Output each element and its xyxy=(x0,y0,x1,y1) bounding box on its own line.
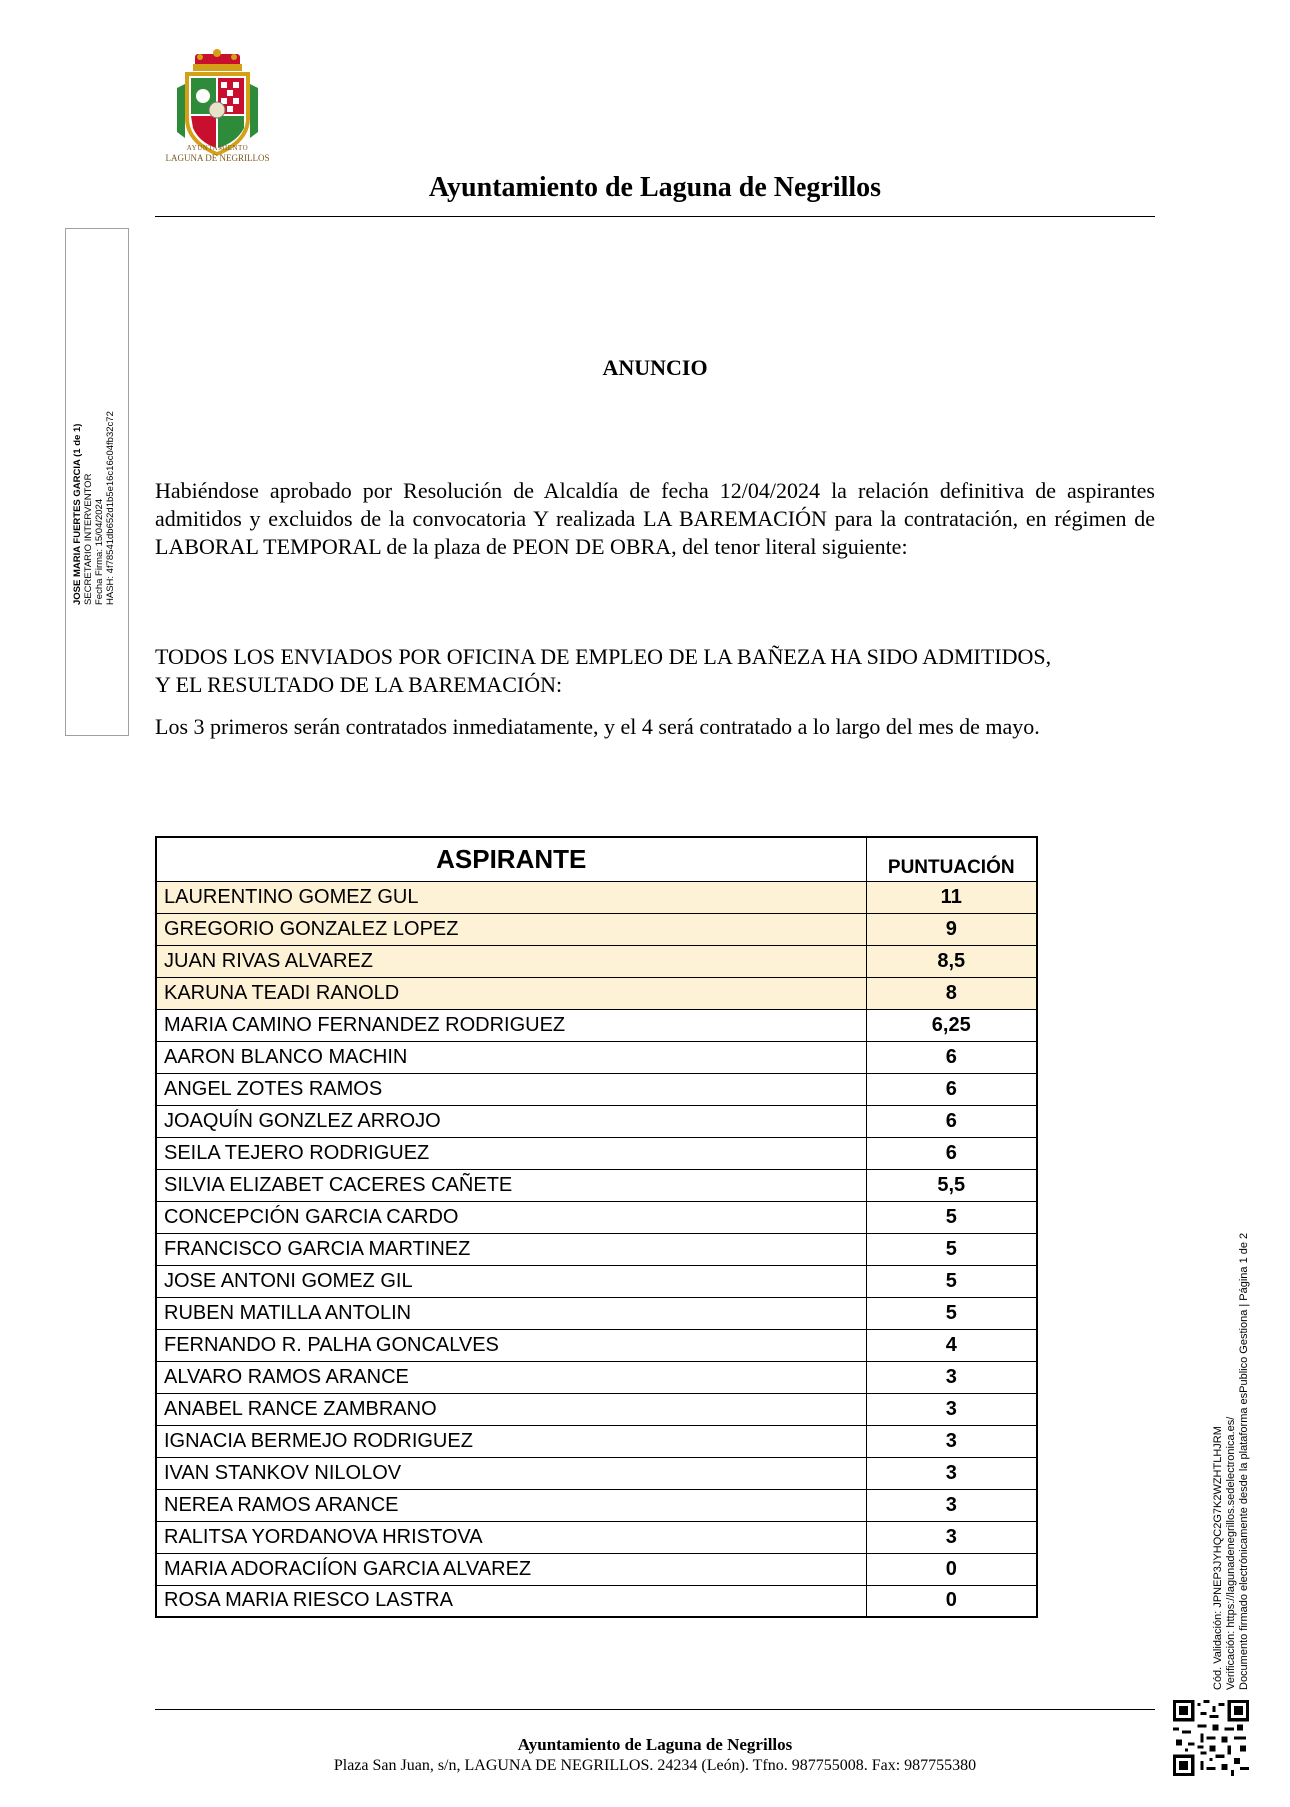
aspirante-score: 5 xyxy=(866,1297,1037,1329)
table-row xyxy=(156,1553,1037,1585)
aspirante-name: RALITSA YORDANOVA HRISTOVA xyxy=(156,1521,866,1553)
aspirante-name: RUBEN MATILLA ANTOLIN xyxy=(156,1297,866,1329)
aspirante-name: IGNACIA BERMEJO RODRIGUEZ xyxy=(156,1425,866,1457)
aspirante-score: 8,5 xyxy=(866,945,1037,977)
admission-line-1: TODOS LOS ENVIADOS POR OFICINA DE EMPLEO DE LA BAÑEZA HA SIDO ADMITIDOS, xyxy=(155,644,1052,669)
aspirante-score: 6 xyxy=(866,1105,1037,1137)
signer-role: SECRETARIO INTERVENTOR xyxy=(83,473,94,605)
aspirante-name: MARIA ADORACIÍON GARCIA ALVAREZ xyxy=(156,1553,866,1585)
logo-text-municipality: LAGUNA DE NEGRILLOS xyxy=(165,153,270,163)
aspirante-name: CONCEPCIÓN GARCIA CARDO xyxy=(156,1201,866,1233)
table-row xyxy=(156,1073,1037,1105)
aspirante-name: SILVIA ELIZABET CACERES CAÑETE xyxy=(156,1169,866,1201)
aspirante-score: 0 xyxy=(866,1585,1037,1617)
verification-url: Verificación: https://lagunadenegrillos.sedelectronica.es/ xyxy=(1225,1416,1237,1690)
header-divider xyxy=(155,216,1155,217)
table-row xyxy=(156,1585,1037,1617)
table-row xyxy=(156,1393,1037,1425)
aspirante-score: 0 xyxy=(866,1553,1037,1585)
table-row xyxy=(156,945,1037,977)
results-table xyxy=(155,836,1038,1618)
table-row xyxy=(156,1041,1037,1073)
table-row xyxy=(156,1489,1037,1521)
table-row xyxy=(156,1521,1037,1553)
table-row xyxy=(156,881,1037,913)
table-row xyxy=(156,1361,1037,1393)
table-row xyxy=(156,1297,1037,1329)
admission-paragraph xyxy=(155,643,1155,699)
table-header-row xyxy=(156,837,1037,881)
signature-hash: HASH: 4f78541db652d1b5e16c16c04fb32c72 xyxy=(105,411,116,605)
signature-box xyxy=(65,228,129,736)
intro-paragraph: Habiéndose aprobado por Resolución de Alcaldía de fecha 12/04/2024 la relación definitiva de aspirantes admitidos y excluidos de la convocatoria Y realizada LA BAREMACIÓN para la contratación, en régimen de LABORAL TEMPORAL de la plaza de PEON DE OBRA, del tenor literal siguiente: xyxy=(155,478,1155,559)
aspirante-name: FERNANDO R. PALHA GONCALVES xyxy=(156,1329,866,1361)
document-heading: ANUNCIO xyxy=(602,355,708,380)
signature-date: Fecha Firma: 15/04/2024 xyxy=(94,498,105,605)
table-row xyxy=(156,1009,1037,1041)
logo-text-ayuntamiento: AYUNTAMIENTO xyxy=(186,144,249,152)
aspirante-name: KARUNA TEADI RANOLD xyxy=(156,977,866,1009)
aspirante-score: 3 xyxy=(866,1361,1037,1393)
aspirante-name: SEILA TEJERO RODRIGUEZ xyxy=(156,1137,866,1169)
footer-title: Ayuntamiento de Laguna de Negrillos xyxy=(517,1735,793,1754)
table-row xyxy=(156,1425,1037,1457)
column-header-puntuacion: PUNTUACIÓN xyxy=(866,837,1037,881)
page-title: Ayuntamiento de Laguna de Negrillos xyxy=(428,172,882,203)
aspirante-name: NEREA RAMOS ARANCE xyxy=(156,1489,866,1521)
aspirante-score: 3 xyxy=(866,1393,1037,1425)
aspirante-name: FRANCISCO GARCIA MARTINEZ xyxy=(156,1233,866,1265)
aspirante-name: ANGEL ZOTES RAMOS xyxy=(156,1073,866,1105)
table-row xyxy=(156,1137,1037,1169)
aspirante-score: 9 xyxy=(866,913,1037,945)
admission-line-2: Y EL RESULTADO DE LA BAREMACIÓN: xyxy=(155,672,563,697)
aspirante-score: 3 xyxy=(866,1489,1037,1521)
table-row xyxy=(156,1329,1037,1361)
validation-code: Cód. Validación: JPNEP3JYHQC2G7K2WZHTLHJRM xyxy=(1212,1426,1224,1690)
aspirante-name: MARIA CAMINO FERNANDEZ RODRIGUEZ xyxy=(156,1009,866,1041)
aspirante-score: 6 xyxy=(866,1041,1037,1073)
aspirante-name: AARON BLANCO MACHIN xyxy=(156,1041,866,1073)
aspirante-score: 5 xyxy=(866,1233,1037,1265)
table-row xyxy=(156,1169,1037,1201)
qr-code-icon xyxy=(1173,1700,1249,1776)
aspirante-score: 3 xyxy=(866,1521,1037,1553)
aspirante-name: IVAN STANKOV NILOLOV xyxy=(156,1457,866,1489)
footer-divider xyxy=(155,1709,1155,1710)
validation-text xyxy=(1212,1233,1251,1690)
aspirante-name: ANABEL RANCE ZAMBRANO xyxy=(156,1393,866,1425)
aspirante-name: GREGORIO GONZALEZ LOPEZ xyxy=(156,913,866,945)
aspirante-name: JOAQUÍN GONZLEZ ARROJO xyxy=(156,1105,866,1137)
table-row xyxy=(156,913,1037,945)
table-row xyxy=(156,1105,1037,1137)
table-row xyxy=(156,977,1037,1009)
aspirante-score: 11 xyxy=(866,881,1037,913)
aspirante-score: 5 xyxy=(866,1265,1037,1297)
aspirante-score: 3 xyxy=(866,1425,1037,1457)
aspirante-name: ROSA MARIA RIESCO LASTRA xyxy=(156,1585,866,1617)
aspirante-score: 5 xyxy=(866,1201,1037,1233)
hiring-note: Los 3 primeros serán contratados inmediatamente, y el 4 será contratado a lo largo del mes de mayo. xyxy=(155,714,1040,739)
aspirante-score: 6 xyxy=(866,1073,1037,1105)
aspirante-name: JOSE ANTONI GOMEZ GIL xyxy=(156,1265,866,1297)
aspirante-score: 8 xyxy=(866,977,1037,1009)
signer-name: JOSE MARIA FUERTES GARCIA (1 de 1) xyxy=(72,423,83,605)
aspirante-name: JUAN RIVAS ALVAREZ xyxy=(156,945,866,977)
table-row xyxy=(156,1201,1037,1233)
table-row xyxy=(156,1457,1037,1489)
aspirante-score: 6,25 xyxy=(866,1009,1037,1041)
column-header-aspirante: ASPIRANTE xyxy=(156,837,866,881)
table-row xyxy=(156,1265,1037,1297)
signed-document-note: Documento firmado electrónicamente desde la plataforma esPublico Gestiona | Página 1 de 2 xyxy=(1238,1232,1250,1690)
aspirante-name: LAURENTINO GOMEZ GUL xyxy=(156,881,866,913)
aspirante-score: 3 xyxy=(866,1457,1037,1489)
aspirante-name: ALVARO RAMOS ARANCE xyxy=(156,1361,866,1393)
aspirante-score: 6 xyxy=(866,1137,1037,1169)
footer-address: Plaza San Juan, s/n, LAGUNA DE NEGRILLOS. 24234 (León). Tfno. 987755008. Fax: 987755380 xyxy=(333,1757,977,1774)
table-body xyxy=(156,881,1037,1617)
table-row xyxy=(156,1233,1037,1265)
signature-text xyxy=(72,411,116,605)
aspirante-score: 5,5 xyxy=(866,1169,1037,1201)
aspirante-score: 4 xyxy=(866,1329,1037,1361)
